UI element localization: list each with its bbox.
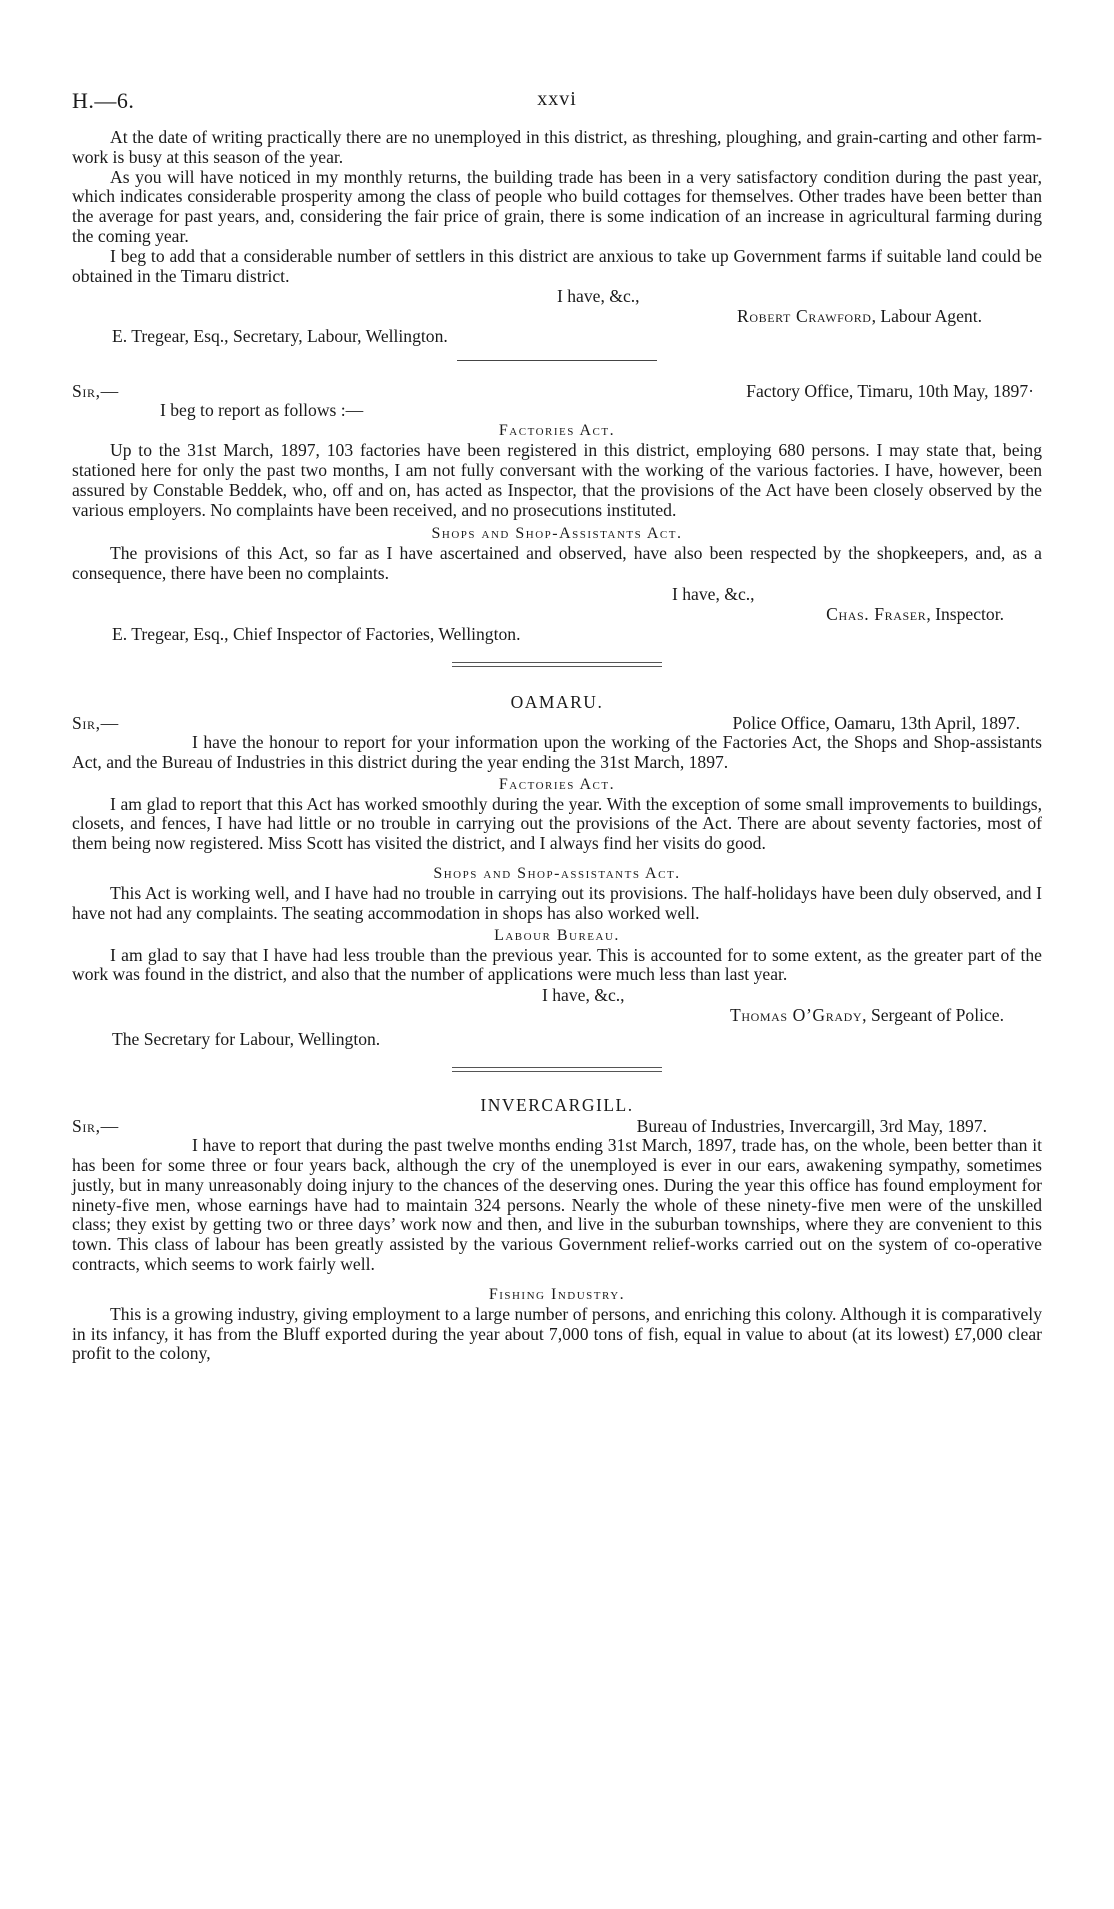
letter-head [72, 713, 1042, 733]
page-header [72, 88, 1042, 128]
place-heading: OAMARU. [510, 691, 604, 712]
closing: I have, &c., [542, 985, 625, 1006]
salutation: Sir,— [72, 1116, 119, 1137]
signer-title: , Sergeant of Police. [862, 1005, 1004, 1026]
closing: I have, &c., [557, 286, 640, 307]
section-heading: Shops and Shop-assistants Act. [433, 864, 681, 882]
document-page [72, 88, 1042, 1364]
addressee: E. Tregear, Esq., Secretary, Labour, Wellington. [112, 326, 448, 347]
paragraph: I am glad to say that I have had less trouble than the previous year. This is accounted for to some extent, as the greater part of the work was found in the district, and also that the number of applications were much less than last year. [72, 944, 1042, 985]
place-heading: INVERCARGILL. [480, 1095, 634, 1116]
paragraph: As you will have noticed in my monthly returns, the building trade has been in a very satisfactory condition during the past year, which indicates considerable prosperity among the class of people who build cottages for themselves. Other trades have been better than the average for past years, and, considering the fair price of grain, there is some indication of an increase in agricultural farming during the coming year. [72, 166, 1042, 246]
report-code: H.—6. [72, 88, 135, 113]
closing: I have, &c., [672, 583, 755, 604]
section-heading: Labour Bureau. [494, 926, 620, 944]
paragraph: This Act is working well, and I have had no trouble in carrying out its provisions. The half-holidays have been duly observed, and I have not had any complaints. The seating accommodation in shops has also worked well. [72, 882, 1042, 923]
letter-location-date: Police Office, Oamaru, 13th April, 1897. [732, 712, 1020, 733]
letter-location-date: Bureau of Industries, Invercargill, 3rd May, 1897. [636, 1116, 987, 1137]
page-number: xxvi [537, 88, 577, 110]
paragraph: I am glad to report that this Act has worked smoothly during the year. With the exception of some small improvements to buildings, closets, and fences, I have had little or no trouble in carrying out the provisions of the Act. There are about seventy factories, most of them being now registered. Miss Scott has visited the district, and I always find her visits do good. [72, 793, 1042, 854]
factory-timaru-letter [72, 381, 1042, 644]
section-heading: Fishing Industry. [488, 1285, 626, 1303]
addressee: The Secretary for Labour, Wellington. [112, 1029, 381, 1050]
timaru-letter [72, 128, 1042, 346]
section-heading: Factories Act. [498, 422, 616, 440]
intro: I have the honour to report for your information upon the working of the Factories Act, the Shops and Shop-assistants Act, and the Bureau of Industries in this district during the year ending the 31st March, 1897. [72, 731, 1042, 772]
signer-name: Thomas O’Grady [729, 1005, 863, 1026]
salutation: Sir,— [72, 381, 119, 402]
oamaru-letter [72, 691, 1042, 1049]
signer-name: Chas. Fraser [826, 603, 927, 624]
paragraph: The provisions of this Act, so far as I have ascertained and observed, have also been respected by the shopkeepers, and, as a consequence, there have been no complaints. [72, 543, 1042, 584]
addressee: E. Tregear, Esq., Chief Inspector of Factories, Wellington. [112, 623, 521, 644]
signer-name: Robert Crawford [737, 306, 872, 327]
letter-head [72, 1116, 1042, 1136]
signer-title: , Labour Agent. [871, 306, 982, 327]
paragraph: This is a growing industry, giving employment to a large number of persons, and enriching this colony. Although it is comparatively in its infancy, it has from the Bluff exported during the year about 7,000 tons of fish, equal in value to about (at its lowest) £7,000 clear profit to the colony, [72, 1303, 1042, 1364]
letter-head [72, 381, 1042, 401]
paragraph: I beg to add that a considerable number of settlers in this district are anxious to take up Government farms if suitable land could be obtained in the Timaru district. [72, 245, 1042, 286]
section-heading: Factories Act. [498, 775, 616, 793]
letter-location-date: Factory Office, Timaru, 10th May, 1897· [746, 381, 1034, 402]
section-heading: Shops and Shop-Assistants Act. [431, 525, 683, 543]
signature [72, 604, 1042, 624]
paragraph: Up to the 31st March, 1897, 103 factories have been registered in this district, employing 680 persons. I may state that, being stationed here for only the past two months, I am not fully conversant with the working of the various factories. I have, however, been assured by Constable Beddek, who, off and on, has acted as Inspector, that the provisions of the Act have been closely observed by the various employers. No complaints have been received, and no prosecutions instituted. [72, 440, 1042, 520]
signer-title: , Inspector. [926, 603, 1004, 624]
signature [72, 306, 1042, 326]
intro: I beg to report as follows :— [160, 400, 364, 421]
paragraph: At the date of writing practically there are no unemployed in this district, as threshing, ploughing, and grain-carting and other farm-work is busy at this season of the year. [72, 127, 1042, 167]
salutation: Sir,— [72, 712, 119, 733]
intro: I have to report that during the past twelve months ending 31st March, 1897, trade has, on the whole, been better than it has been for some three or four years back, although the cry of the unemployed is ever in our ears, awakening sympathy, sometimes justly, but in many unreasonably doing injury to the chances of the deserving ones. During the year this office has found employment for ninety-five men, whose earnings have had to maintain 324 persons. Nearly the whole of these ninety-five men were of the unskilled class; they exist by getting two or three days’ work now and then, and live in the suburban townships, where they are convenient to this town. This class of labour has been greatly assisted by the various Government relief-works carried out on the system of co-operative contracts, which seems to work fairly well. [72, 1135, 1042, 1274]
invercargill-letter [72, 1094, 1042, 1364]
signature [72, 1005, 1042, 1025]
